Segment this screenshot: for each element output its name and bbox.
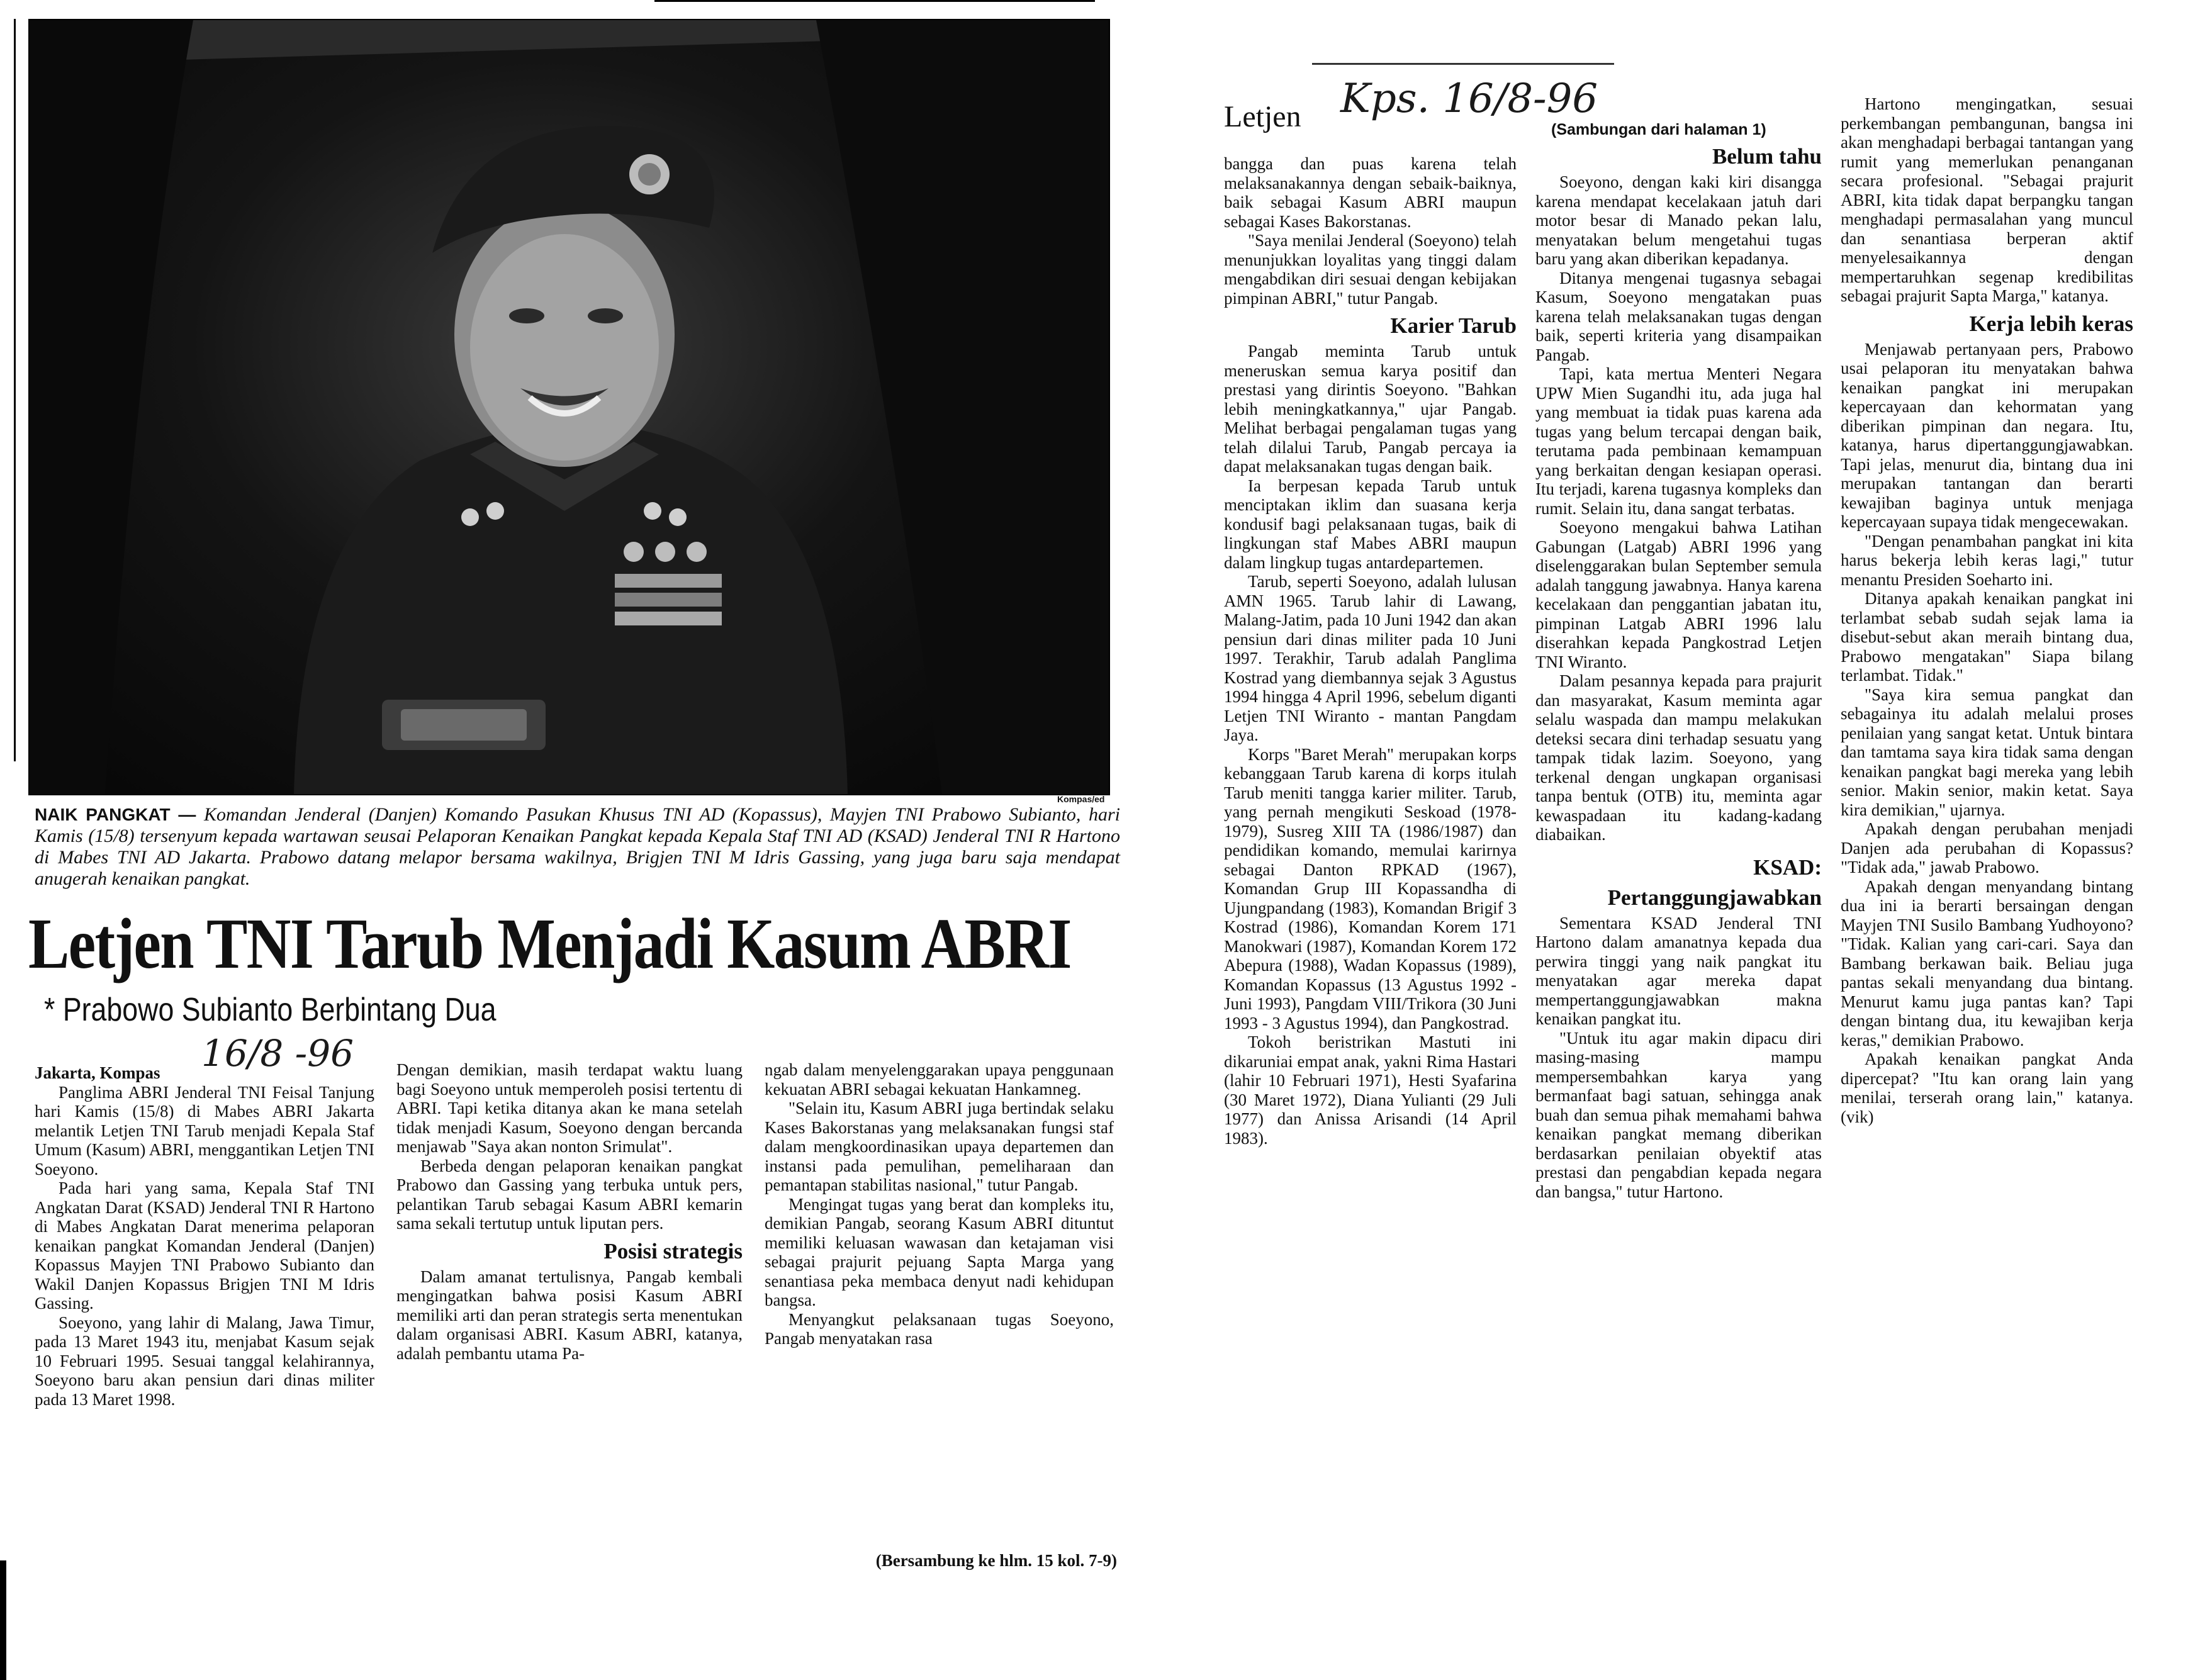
section-heading-ksad: KSAD: [1753, 854, 1822, 880]
photo-caption [35, 804, 1120, 890]
paragraph: Berbeda dengan pelaporan kenaikan pangkat Prabowo dan Gassing yang terbuka untuk pers, pelantikan Tarub sebagai Kasum ABRI kemarin sama sekali tertutup untuk liputan pers. [396, 1156, 743, 1233]
dateline-paragraph [35, 1063, 374, 1083]
paragraph: "Untuk itu agar makin dipacu diri masing-masing mampu mempersembahkan karya yang bermanfaat bagi satuan, sehingga anak buah dan semua pihak memahami bahwa kenaikan pangkat memang diberikan berdasarkan penilaian obyektif atas prestasi dan pengabdian kepada negara dan bangsa," tutur Hartono. [1535, 1028, 1822, 1201]
handwritten-note-right: Kps. 16/8-96 [1340, 76, 1598, 122]
scan-edge-left [14, 19, 16, 761]
news-photo [28, 19, 1110, 795]
continuation-source: (Sambungan dari halaman 1) [1551, 121, 1766, 138]
paragraph: Soeyono, dengan kaki kiri disangga karena mendapat kecelakaan jatuh dari motor besar di Manado pekan lalu, menyatakan belum mengetahui tugas baru yang akan diberikan kepadanya. [1535, 172, 1822, 268]
paragraph: Soeyono, yang lahir di Malang, Jawa Timur, pada 13 Maret 1943 itu, menjabat Kasum sejak 10 Februari 1995. Sesuai tanggal kelahirannya, Soeyono baru akan pensiun dari dinas militer pada 13 Maret 1998. [35, 1313, 374, 1409]
paragraph: Dengan demikian, masih terdapat waktu luang bagi Soeyono untuk memperoleh posisi tertentu di ABRI. Tapi ketika ditanya akan ke mana setelah tidak menjadi Kasum, Soeyono dengan bercanda menjawab "Saya akan nonton Srimulat". [396, 1060, 743, 1156]
paragraph: Apakah kenaikan pangkat Anda dipercepat? "Itu kan orang lain yang menilai, terserah orang lain," katanya. (vik) [1841, 1050, 2133, 1126]
left-column-1 [35, 1063, 374, 1542]
paragraph: Mengingat tugas yang berat dan kompleks itu, demikian Pangab, seorang Kasum ABRI dituntut memiliki keluasan wawasan dan ketajaman visi sebagai prajurit pejuang Sapta Marga yang senantiasa peka membaca denyut nadi kehidupan bangsa. [765, 1194, 1114, 1309]
paragraph: Pangab meminta Tarub untuk meneruskan semua karya positif dan prestasi yang dirintis Soeyono. "Bahkan lebih meningkatkannya," ujar Pangab. Melihat berbagai pengalaman tugas yang telah dilalui Tarub, Pangab percaya ia dapat melaksanakan tugas dengan baik. [1224, 342, 1517, 476]
paragraph: Soeyono mengakui bahwa Latihan Gabungan (Latgab) ABRI 1996 yang diselenggarakan bulan September semula adalah tanggung jawabnya. Hanya karena kecelakaan dan penggantian jabatan itu, pimpinan Latgab ABRI 1996 lalu diserahkan kepada Pangkostrad Letjen TNI Wiranto. [1535, 518, 1822, 671]
continuation-kicker: Letjen [1224, 100, 1301, 133]
paragraph: "Saya menilai Jenderal (Soeyono) telah menunjukkan loyalitas yang tinggi dalam mengabdikan diri sesuai dengan kebijakan pimpinan ABRI," tutur Pangab. [1224, 231, 1517, 308]
photo-credit: Kompas/ed [1057, 794, 1105, 804]
paragraph: Sementara KSAD Jenderal TNI Hartono dalam amanatnya kepada dua perwira tinggi yang naik pangkat itu menyatakan agar mereka dapat mempertanggungjawabkan makna kenaikan pangkat itu. [1535, 913, 1822, 1028]
subheadline: * Prabowo Subianto Berbintang Dua [44, 992, 497, 1028]
paragraph: Ditanya mengenai tugasnya sebagai Kasum, Soeyono mengatakan puas karena telah melaksanakan tugas dengan baik, seperti kriteria yang disampaikan Pangab. [1535, 268, 1822, 364]
paragraph: Ditanya apakah kenaikan pangkat ini terlambat sebab sudah sejak lama ia disebut-sebut akan meraih bintang dua, Prabowo mengatakan" Siapa bilang terlambat. Tidak." [1841, 589, 2133, 685]
left-column-2 [396, 1060, 743, 1545]
caption-text: Komandan Jenderal (Danjen) Komando Pasukan Khusus TNI AD (Kopassus), Mayjen TNI Prabowo Subianto, hari Kamis (15/8) tersenyum kepada wartawan seusai Pelaporan Kenaikan Pangkat kepada Kepala Staf TNI AD (KSAD) Jenderal TNI R Hartono di Mabes TNI AD Jakarta. Prabowo datang melapor bersama wakilnya, Brigjen TNI M Idris Gassing, yang juga baru saja mendapat anugerah kenaikan pangkat. [35, 804, 1120, 889]
paragraph: bangga dan puas karena telah melaksanakannya dengan sebaik-baiknya, baik sebagai Kasum ABRI maupun sebagai Kases Bakorstanas. [1224, 154, 1517, 231]
paragraph: Hartono mengingatkan, sesuai perkembangan pembangunan, bangsa ini akan menghadapi berbagai tantangan yang rumit yang memerlukan penanganan secara profesional. "Sebagai prajurit ABRI, kita tidak dapat berpangku tangan menghadapi permasalahan yang muncul dan senantiasa berperan aktif menyelesaikannya dengan mempertaruhkan segenap kredibilitas sebagai prajurit Sapta Marga," katanya. [1841, 94, 2133, 305]
caption-lead: NAIK PANGKAT — [35, 805, 196, 824]
paragraph: Tarub, seperti Soeyono, adalah lulusan AMN 1965. Tarub lahir di Lawang, Malang-Jatim, pada 10 Juni 1942 dan akan pensiun dari dinas militer pada 10 Juni 1997. Terakhir, Tarub adalah Panglima Kostrad yang diembannya sejak 3 Agustus 1994 hingga 4 April 1996, sebelum diganti Letjen TNI Wiranto - mantan Pangdam Jaya. [1224, 572, 1517, 744]
paragraph: Ia berpesan kepada Tarub untuk menciptakan iklim dan suasana kerja kondusif bagi pelaksanaan tugas, baik di lingkungan staf Mabes ABRI maupun dalam lingkup tugas antardepartemen. [1224, 476, 1517, 572]
section-heading: Posisi strategis [603, 1238, 743, 1263]
scan-edge-top [654, 0, 1095, 2]
paragraph: "Dengan penambahan pangkat ini kita harus bekerja lebih keras lagi," tutur menantu Presiden Soeharto ini. [1841, 531, 2133, 589]
paragraph: "Saya kira semua pangkat dan sebagainya itu adalah melalui proses penilaian yang sangat ketat. Untuk bintara dan tamtama saya kira tidak sama dengan kenaikan pangkat bagi mereka yang lebih senior. Makin senior, makin ketat. Saya kira demikian," ujarnya. [1841, 685, 2133, 819]
paragraph: Dalam amanat tertulisnya, Pangab kembali mengingatkan bahwa posisi Kasum ABRI memiliki arti dan peran strategis serta menentukan dalam organisasi ABRI. Kasum ABRI, katanya, adalah pembantu utama Pa- [396, 1267, 743, 1363]
handwritten-date-left: 16/8 -96 [201, 1032, 354, 1075]
paragraph: Apakah dengan perubahan menjadi Danjen ada perubahan di Kopassus? "Tidak ada," jawab Prabowo. [1841, 819, 2133, 876]
left-column-3 [765, 1060, 1114, 1545]
section-heading: Belum tahu [1712, 144, 1822, 169]
section-heading: Kerja lebih keras [1969, 311, 2133, 336]
paragraph: Korps "Baret Merah" merupakan korps kebanggaan Tarub karena di korps itulah Tarub meniti tangga karier militer. Tarub, yang pernah mengikuti Seskoad (1978-1979), Susreg XIII TA (1986/1987) dan pendidikan komando, memulai karirnya sebagai Danton RPKAD (1967), Komandan Grup III Kopassandha di Ujungpandang (1983), Komandan Brigif 3 Kostrad (1986), Komandan Korem 171 Manokwari (1987), Komandan Korem 172 Abepura (1988), Wadan Kopassus (1989), Komandan Kopassus (13 Agustus 1992 - Juni 1993), Pangdam VIII/Trikora (30 Juni 1993 - 3 Agustus 1994), dan Pangkostrad. [1224, 744, 1517, 1033]
paragraph: ngab dalam menyelenggarakan upaya penggunaan kekuatan ABRI sebagai kekuatan Hankamneg. [765, 1060, 1114, 1099]
paragraph: Tokoh beristrikan Mastuti ini dikaruniai empat anak, yakni Rima Hastari (lahir 10 Februari 1971), Hesti Syafarina (30 Maret 1972), Diana Yulianti (29 Juli 1977) dan Anissa Arisandi (14 April 1983). [1224, 1033, 1517, 1148]
paragraph: Menjawab pertanyaan pers, Prabowo usai pelaporan itu menyatakan bahwa kenaikan pangkat ini merupakan kepercayaan dan kehormatan yang diberikan pimpinan dan negara. Itu, katanya, harus dipertanggungjawabkan. Tapi jelas, menurut dia, bintang dua ini merupakan tantangan dan berarti kewajiban baginya untuk menjaga kepercayaan supaya tidak mengecewakan. [1841, 339, 2133, 531]
paragraph: Tapi, kata mertua Menteri Negara UPW Mien Sugandhi itu, ada juga hal yang membuat ia tidak puas karena ada tugas yang belum tercapai dengan baik, terutama pada pembinaan kemampuan yang berkaitan dengan kesiapan operasi. Itu terjadi, karena tugasnya kompleks dan rumit. Selain itu, dana sangat terbatas. [1535, 364, 1822, 518]
continued-note: (Bersambung ke hlm. 15 kol. 7-9) [875, 1551, 1117, 1570]
officer-portrait [30, 20, 1109, 794]
right-column-1 [1224, 154, 1517, 1639]
headline: Letjen TNI Tarub Menjadi Kasum ABRI [28, 904, 1071, 983]
paragraph: Apakah dengan menyandang bintang dua ini ia berarti bersaingan dengan Mayjen TNI Susilo Bambang Yudhoyono? "Tidak. Kalian yang cari-cari. Saya dan Bambang berkawan baik. Beliau juga pantas sekali menyandang dua bintang. Menurut kamu juga pantas kan? Tapi dengan bintang dua, itu kewajiban kerja keras," demikian Prabowo. [1841, 876, 2133, 1050]
right-column-3 [1841, 94, 2133, 1639]
paragraph: "Selain itu, Kasum ABRI juga bertindak selaku Kases Bakorstanas yang melaksanakan fungsi staf dalam mengkoordinasikan upaya departemen dan instansi pada pemulihan, pemeliharaan dan pemantapan stabilitas nasional," tutur Pangab. [765, 1099, 1114, 1194]
paragraph: Panglima ABRI Jenderal TNI Feisal Tanjung hari Kamis (15/8) di Mabes ABRI Jakarta melantik Letjen TNI Tarub menjadi Kepala Staf Umum (Kasum) ABRI, menggantikan Letjen TNI Soeyono. [35, 1082, 374, 1179]
paragraph: Menyangkut pelaksanaan tugas Soeyono, Pangab menyatakan rasa [765, 1309, 1114, 1348]
section-heading: Karier Tarub [1390, 313, 1517, 338]
scan-edge-bottom-left [0, 1560, 6, 1680]
dateline: Jakarta, Kompas [35, 1063, 160, 1082]
right-column-2 [1535, 138, 1822, 1639]
handwritten-rule [1312, 63, 1614, 65]
paragraph: Dalam pesannya kepada para prajurit dan masyarakat, Kasum meminta agar selalu waspada dan mampu melakukan deteksi secara dini terhadap sesuatu yang tampak tidak lazim. Soeyono, yang terkenal dengan ungkapan organisasi tanpa bentuk (OTB) itu, meminta agar kewaspadaan itu kadang-kadang diabaikan. [1535, 671, 1822, 844]
section-heading-accountability: Pertanggungjawabkan [1607, 885, 1822, 910]
paragraph: Pada hari yang sama, Kepala Staf TNI Angkatan Darat (KSAD) Jenderal TNI R Hartono di Mabes Angkatan Darat menerima pelaporan kenaikan pangkat Komandan Jenderal (Danjen) Kopassus Mayjen TNI Prabowo Subianto dan Wakil Danjen Kopassus Brigjen TNI M Idris Gassing. [35, 1179, 374, 1313]
